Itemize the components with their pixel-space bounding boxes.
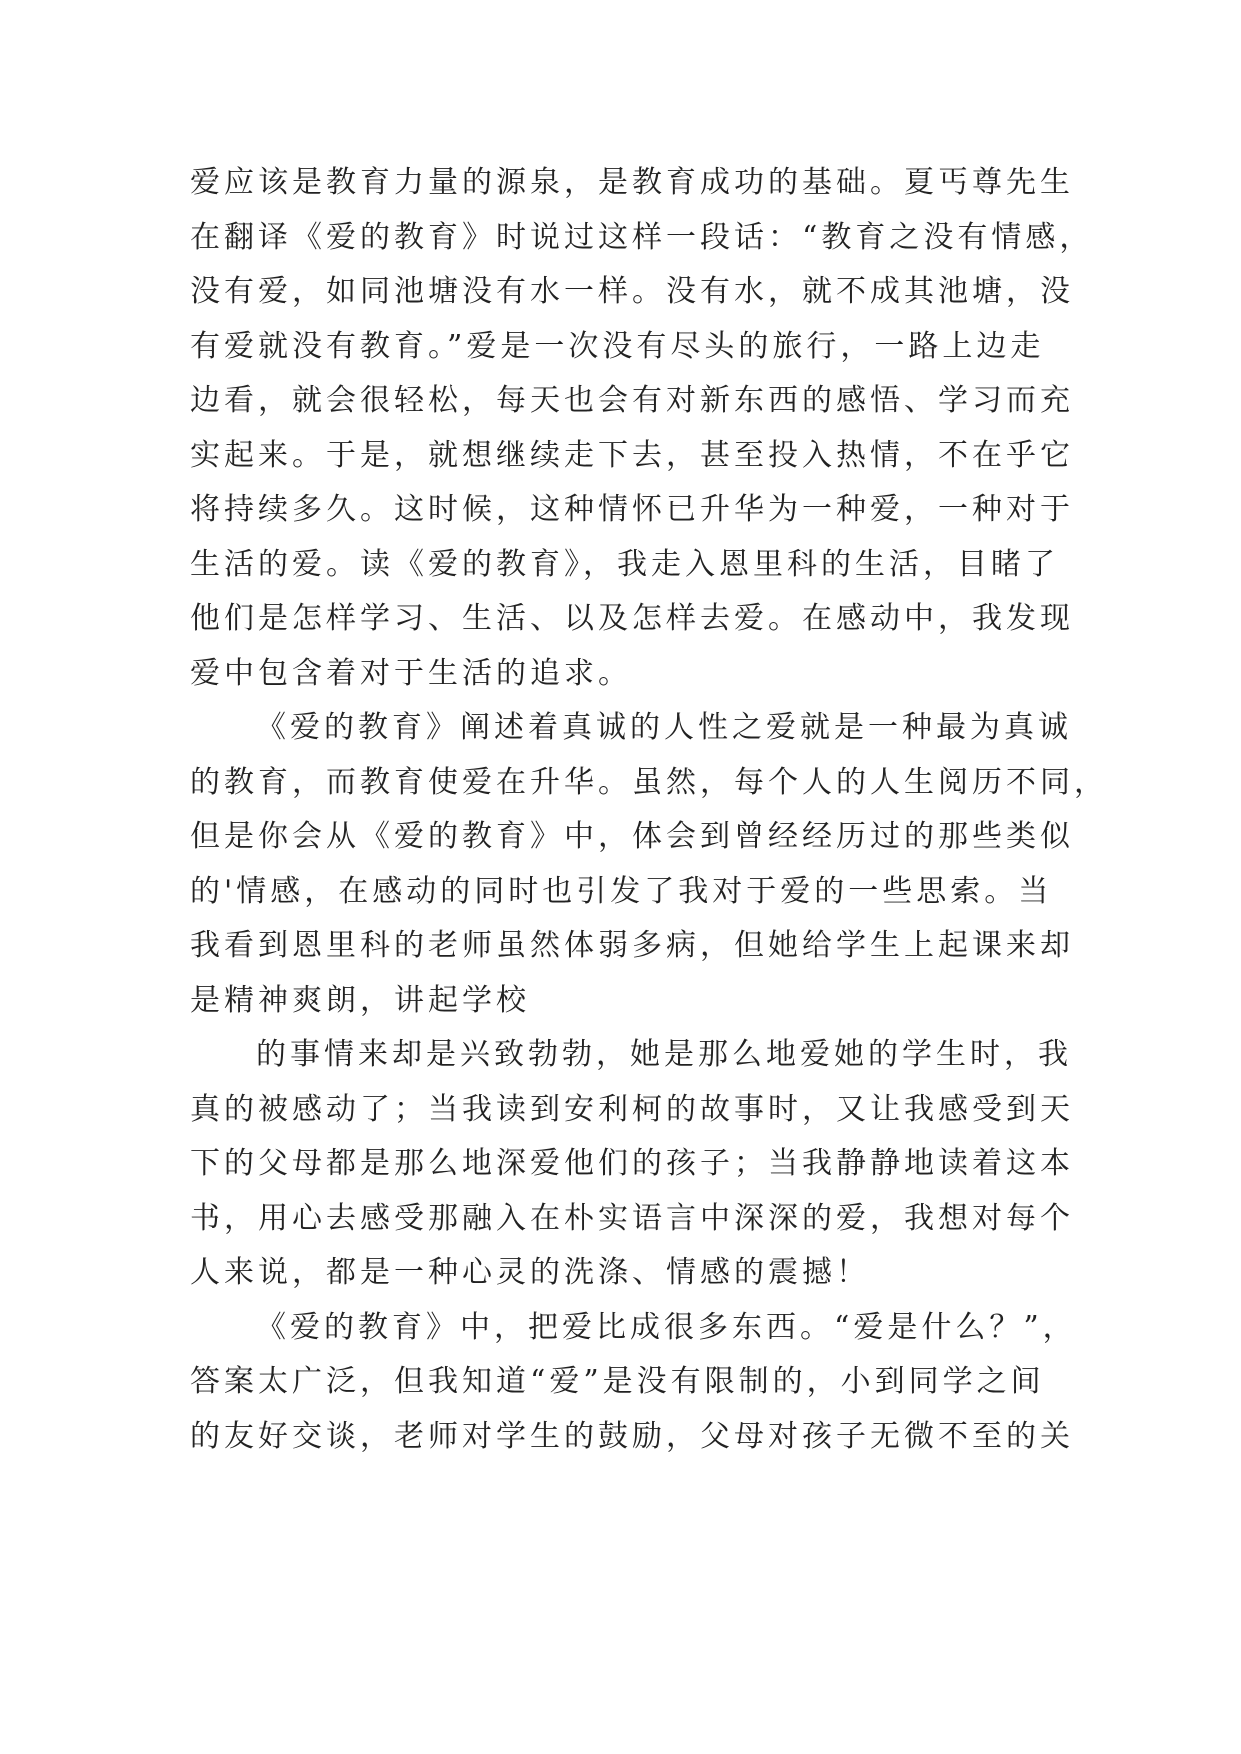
text-line: 爱应该是教育力量的源泉，是教育成功的基础。夏丐尊先生: [190, 165, 1074, 200]
text-line: 下的父母都是那么地深爱他们的孩子；当我静静地读着这本: [190, 1146, 1074, 1181]
text-line: 真的被感动了；当我读到安利柯的故事时，又让我感受到天: [190, 1091, 1074, 1127]
text-line: 的友好交谈，老师对学生的鼓励，父母对孩子无微不至的关: [190, 1418, 1074, 1454]
text-line: 书，用心去感受那融入在朴实语言中深深的爱，我想对每个: [190, 1200, 1074, 1236]
text-line: 我看到恩里科的老师虽然体弱多病，但她给学生上起课来却: [190, 928, 1074, 963]
text-line: 没有爱，如同池塘没有水一样。没有水，就不成其池塘，没: [190, 274, 1074, 309]
text-line: 答案太广泛，但我知道“爱”是没有限制的，小到同学之间: [190, 1364, 1045, 1399]
text-line: 《爱的教育》中，把爱比成很多东西。“爱是什么？”，: [256, 1309, 1077, 1345]
text-line: 的教育，而教育使爱在升华。虽然，每个人的人生阅历不同，: [190, 764, 1108, 800]
text-line: 是精神爽朗，讲起学校: [190, 982, 530, 1018]
text-line: 在翻译《爱的教育》时说过这样一段话：“教育之没有情感，: [190, 219, 1094, 255]
text-line: 边看，就会很轻松，每天也会有对新东西的感悟、学习而充: [190, 383, 1074, 418]
text-line: 但是你会从《爱的教育》中，体会到曾经经历过的那些类似: [190, 819, 1074, 854]
text-line: 将持续多久。这时候，这种情怀已升华为一种爱，一种对于: [190, 492, 1074, 527]
text-line: 他们是怎样学习、生活、以及怎样去爱。在感动中，我发现: [190, 601, 1074, 636]
text-line: 人来说，都是一种心灵的洗涤、情感的震撼！: [190, 1255, 870, 1290]
text-line: 《爱的教育》阐述着真诚的人性之爱就是一种最为真诚: [256, 710, 1072, 745]
document-body: [190, 156, 1108, 1464]
text-line: 有爱就没有教育。”爱是一次没有尽头的旅行，一路上边走: [190, 328, 1045, 364]
text-line: 的'情感，在感动的同时也引发了我对于爱的一些思索。当: [190, 873, 1053, 909]
text-line: 爱中包含着对于生活的追求。: [190, 655, 632, 691]
text-line: 的事情来却是兴致勃勃，她是那么地爱她的学生时，我: [256, 1037, 1072, 1072]
text-line: 生活的爱。读《爱的教育》，我走入恩里科的生活，目睹了: [190, 546, 1059, 582]
text-line: 实起来。于是，就想继续走下去，甚至投入热情，不在乎它: [190, 437, 1074, 473]
